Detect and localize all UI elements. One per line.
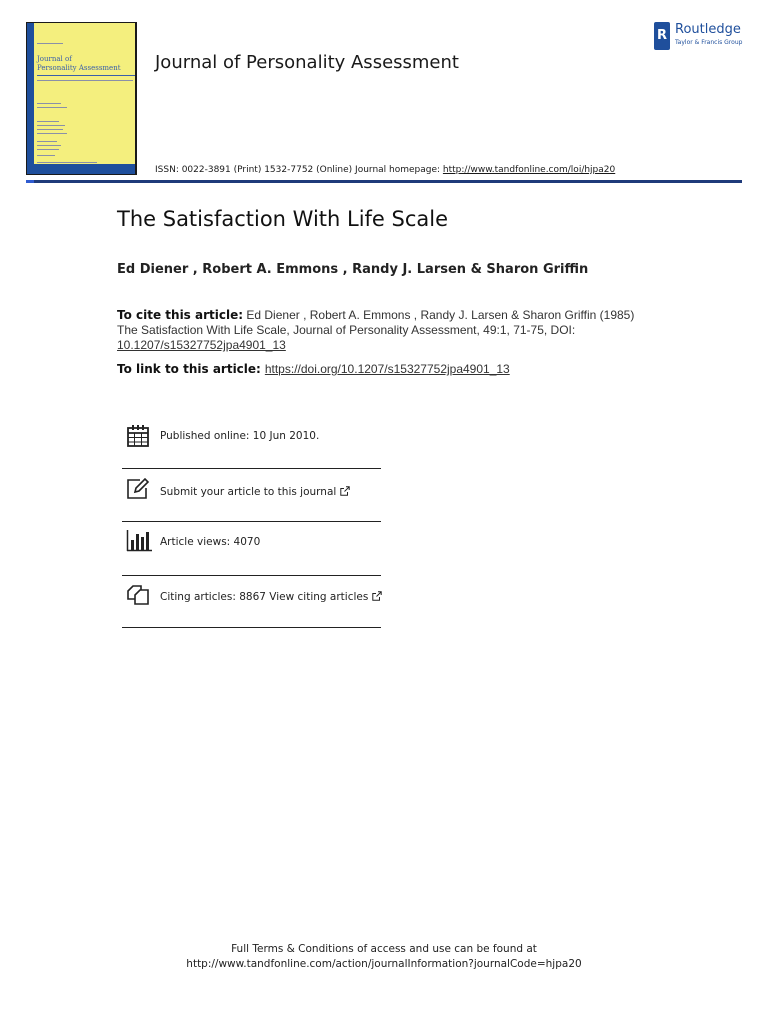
cover-detail-line — [37, 103, 61, 104]
submit-article-link[interactable] — [160, 486, 350, 498]
journal-cover-image — [26, 22, 137, 175]
publisher-subtitle: Taylor & Francis Group — [675, 39, 743, 46]
article-link-line — [117, 362, 510, 376]
cover-title-line2: Personality Assessment — [37, 64, 121, 72]
publisher-name: Routledge — [675, 22, 741, 37]
doi-link[interactable]: 10.1207/s15327752jpa4901_13 — [117, 338, 286, 352]
footer-line1: Full Terms & Conditions of access and use can be found at — [231, 943, 537, 955]
article-doi-url[interactable]: https://doi.org/10.1207/s15327752jpa4901_13 — [264, 362, 510, 376]
cover-detail-line — [37, 129, 63, 130]
article-authors: Ed Diener , Robert A. Emmons , Randy J. Larsen & Sharon Griffin — [117, 262, 589, 277]
cover-detail-line — [37, 149, 59, 150]
citations-icon — [126, 584, 154, 610]
citation-text: Ed Diener , Robert A. Emmons , Randy J. Larsen & Sharon Griffin (1985) The Satisfaction With Life Scale, Journal of Personality Assessment, 49:1, 71-75, DOI: — [117, 308, 635, 337]
cover-detail-line — [37, 133, 67, 134]
citing-articles-text: Citing articles: 8867 View citing articles — [160, 591, 369, 603]
cover-rule — [37, 75, 135, 76]
submit-article-text: Submit your article to this journal — [160, 486, 337, 498]
issn-text: ISSN: 0022-3891 (Print) 1532-7752 (Online) Journal homepage: — [155, 165, 443, 175]
calendar-icon — [126, 424, 154, 450]
footer-terms — [0, 942, 768, 972]
view-citing-articles-link[interactable] — [160, 591, 382, 603]
cover-spine — [27, 23, 34, 174]
header-divider — [26, 180, 742, 183]
info-divider — [122, 468, 381, 469]
footer-terms-link[interactable]: http://www.tandfonline.com/action/journalInformation?journalCode=hjpa20 — [186, 958, 582, 970]
article-title: The Satisfaction With Life Scale — [117, 207, 449, 231]
citation-block — [117, 308, 647, 353]
bar-chart-icon — [126, 530, 154, 556]
cover-detail-line — [37, 121, 59, 122]
cover-detail-line — [37, 155, 55, 156]
info-divider — [122, 627, 381, 628]
cover-title — [37, 55, 135, 73]
cover-title-line1: Journal of — [37, 55, 72, 63]
published-online-text: Published online: 10 Jun 2010. — [160, 430, 320, 442]
cover-detail-line — [37, 125, 65, 126]
journal-homepage-link[interactable]: http://www.tandfonline.com/loi/hjpa20 — [442, 165, 616, 175]
external-link-icon — [372, 591, 382, 601]
cover-detail-line — [37, 43, 63, 44]
routledge-logo-icon: R — [654, 22, 670, 50]
cover-bottom-band — [27, 164, 135, 174]
edit-icon[interactable] — [126, 478, 154, 504]
issn-line — [155, 165, 615, 175]
cover-detail-line — [37, 80, 133, 81]
cover-detail-line — [37, 145, 61, 146]
cover-detail-line — [37, 141, 57, 142]
citation-label: To cite this article: — [117, 308, 244, 322]
cover-detail-line — [37, 162, 97, 163]
journal-title[interactable]: Journal of Personality Assessment — [155, 52, 459, 73]
article-views-text: Article views: 4070 — [160, 536, 261, 548]
link-label: To link to this article: — [117, 362, 261, 376]
header-divider-accent — [26, 180, 34, 183]
cover-detail-line — [37, 107, 67, 108]
publisher-logo[interactable] — [654, 20, 746, 52]
info-divider — [122, 521, 381, 522]
external-link-icon — [340, 486, 350, 496]
info-divider — [122, 575, 381, 576]
